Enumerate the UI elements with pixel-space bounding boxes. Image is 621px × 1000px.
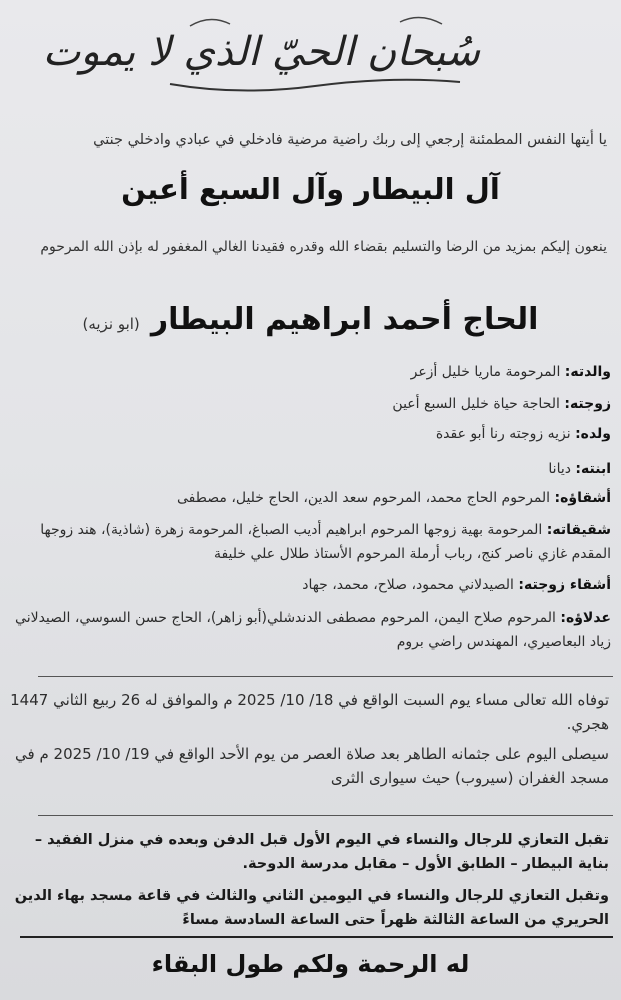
calligraphy-text: سُبحان الحيّ الذي لا يموت — [42, 29, 480, 75]
relative-label: أشقاء زوجته: — [518, 577, 611, 593]
closing-phrase: له الرحمة ولكم طول البقاء — [151, 950, 470, 978]
relative-sisters — [6, 518, 611, 566]
divider-line — [38, 815, 613, 816]
relative-label: أشقاؤه: — [554, 490, 611, 506]
relative-text: نزيه زوجته رنا أبو عقدة — [435, 426, 571, 442]
divider-line — [38, 676, 613, 677]
relative-label: شقيقاته: — [546, 522, 611, 538]
relative-text: الحاجة حياة خليل السبع أعين — [392, 396, 560, 412]
deceased-name: الحاج أحمد ابراهيم البيطار — [150, 302, 539, 337]
quran-verse: يا أيتها النفس المطمئنة إرجعي إلى ربك راضية مرضية فادخلي في عبادي وادخلي جنتي — [93, 132, 607, 148]
relative-label: زوجته: — [564, 396, 611, 412]
relative-mother — [6, 360, 611, 384]
relative-label: ابنته: — [575, 461, 611, 477]
deceased-block — [0, 302, 621, 337]
calligraphy-flourish-icon — [150, 6, 480, 98]
announcement-text: ينعون إليكم بمزيد من الرضا والتسليم بقضاء الله وقدره فقيدنا الغالي المغفور له بإذن الله المرحوم — [40, 239, 607, 255]
relative-text: ديانا — [548, 461, 571, 477]
relative-daughter — [6, 457, 611, 481]
condolence-first-day: تقبل التعازي للرجال والنساء في اليوم الأول قبل الدفن وبعده في منزل الفقيد – بناية البيطار – الطابق الأول – مقابل مدرسة الدوحة. — [34, 832, 609, 872]
deceased-nickname: (ابو نزيه) — [82, 315, 140, 333]
relative-in-laws — [6, 606, 611, 654]
relative-label: ولده: — [575, 426, 611, 442]
relative-text: الصيدلاني محمود، صلاح، محمد، جهاد — [302, 577, 514, 593]
prayer-notice: سيصلى اليوم على جثمانه الطاهر بعد صلاة العصر من يوم الأحد الواقع في 19/ 10/ 2025 م في مسجد الغفران (سيروب) حيث سيوارى الثرى — [15, 745, 609, 787]
relative-son — [6, 422, 611, 446]
divider-line — [20, 936, 613, 938]
calligraphy-title — [42, 6, 480, 98]
relative-wife — [6, 392, 611, 416]
relative-text: المرحوم صلاح اليمن، المرحوم مصطفى الدندشلي(أبو زاهر)، الحاج حسن السوسي، الصيدلاني زياد البعاصيري، المهندس راضي بروم — [15, 610, 611, 650]
relative-text: المرحومة بهية زوجها المرحوم ابراهيم أديب الصباغ، المرحومة زهرة (شاذية)، هند زوجها المقدم غازي ناصر كنج، رباب أرملة المرحوم الأستاذ طلال علي خليفة — [40, 522, 611, 562]
death-notice: توفاه الله تعالى مساء يوم السبت الواقع في 18/ 10/ 2025 م والموافق له 26 ربيع الثاني 1447 هجري. — [10, 691, 609, 733]
relative-label: والدته: — [564, 364, 611, 380]
relative-brothers — [6, 486, 611, 510]
families-heading: آل البيطار وآل السبع أعين — [121, 172, 500, 206]
relative-text: المرحوم الحاج محمد، المرحوم سعد الدين، الحاج خليل، مصطفى — [177, 490, 551, 506]
relative-text: المرحومة ماريا خليل أزعر — [410, 364, 561, 380]
condolence-later-days: وتقبل التعازي للرجال والنساء في اليومين الثاني والثالث في قاعة مسجد بهاء الدين الحريري من الساعة الثالثة ظهراً حتى الساعة السادسة مساءً — [14, 888, 609, 928]
relative-wife-siblings — [6, 573, 611, 597]
relative-label: عدلاؤه: — [560, 610, 611, 626]
